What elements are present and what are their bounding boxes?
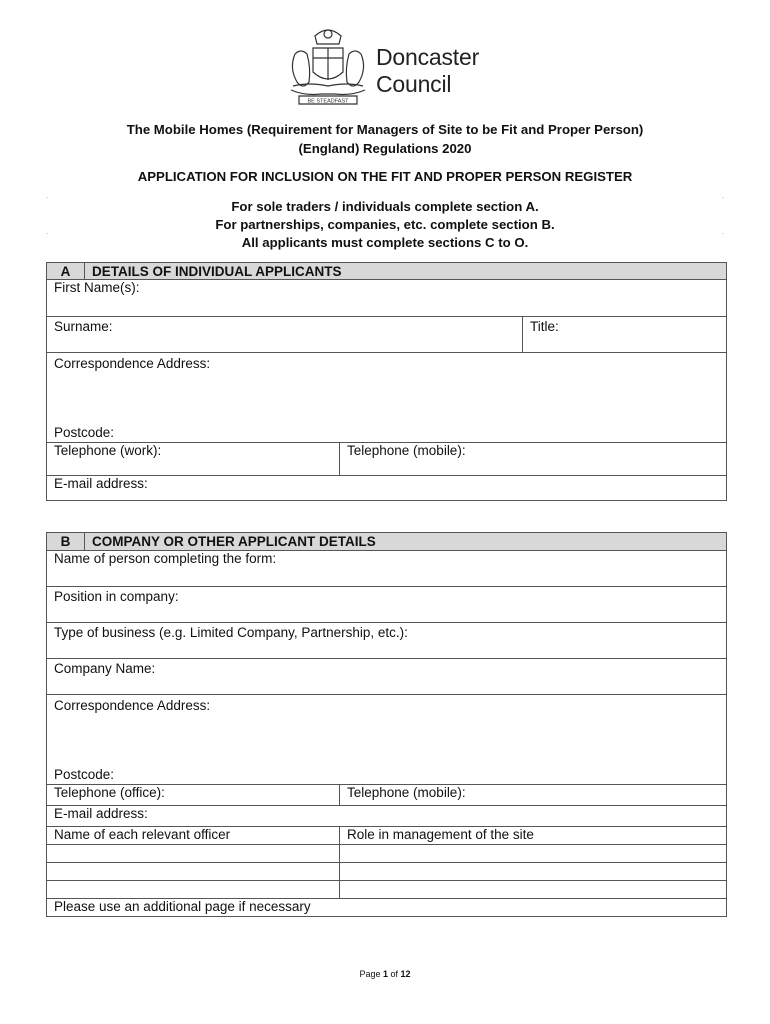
telephone-mobile-label: Telephone (mobile): <box>347 443 466 458</box>
company-email-field[interactable] <box>47 806 727 827</box>
margin-mark: . <box>46 191 49 200</box>
person-completing-label: Name of person completing the form: <box>54 551 277 566</box>
margin-mark: . <box>46 227 49 236</box>
officer-column-header: Name of each relevant officer <box>47 827 340 845</box>
email-label: E-mail address: <box>54 476 148 491</box>
officer-role-cell[interactable] <box>340 845 727 863</box>
postcode-label: Postcode: <box>54 425 115 440</box>
section-a-letter: A <box>47 263 85 280</box>
svg-text:BE STEADFAST: BE STEADFAST <box>307 98 349 105</box>
section-a-table <box>46 262 727 501</box>
officer-role-cell[interactable] <box>340 881 727 899</box>
section-a-heading: DETAILS OF INDIVIDUAL APPLICANTS <box>85 263 727 280</box>
first-names-field[interactable] <box>47 280 727 317</box>
officer-role-cell[interactable] <box>340 863 727 881</box>
surname-field[interactable] <box>47 317 523 353</box>
position-label: Position in company: <box>54 589 179 604</box>
company-address-label: Correspondence Address: <box>54 698 211 713</box>
council-name-line2: Council <box>376 71 452 97</box>
regulation-title-line2: (England) Regulations 2020 <box>298 141 472 156</box>
company-email-label: E-mail address: <box>54 806 148 821</box>
application-heading: APPLICATION FOR INCLUSION ON THE FIT AND PROPER PERSON REGISTER <box>137 169 633 184</box>
telephone-office-label: Telephone (office): <box>54 785 165 800</box>
telephone-work-label: Telephone (work): <box>54 443 162 458</box>
council-name-line1: Doncaster <box>376 44 480 70</box>
telephone-work-field[interactable] <box>47 443 340 476</box>
position-field[interactable] <box>47 587 727 623</box>
email-field[interactable] <box>47 476 727 501</box>
address-field[interactable] <box>47 353 727 443</box>
additional-page-note: Please use an additional page if necessary <box>47 899 727 917</box>
first-names-label: First Name(s): <box>54 280 140 295</box>
instruction-line2: For partnerships, companies, etc. complete section B. <box>215 217 555 232</box>
role-column-header: Role in management of the site <box>340 827 727 845</box>
business-type-label: Type of business (e.g. Limited Company, Partnership, etc.): <box>54 625 408 640</box>
officer-name-cell[interactable] <box>47 863 340 881</box>
company-postcode-label: Postcode: <box>54 767 115 782</box>
regulation-title-line1: The Mobile Homes (Requirement for Managers of Site to be Fit and Proper Person) <box>126 122 644 137</box>
business-type-field[interactable] <box>47 623 727 659</box>
title-field[interactable] <box>523 317 727 353</box>
instruction-line1: For sole traders / individuals complete section A. <box>231 199 539 214</box>
person-completing-field[interactable] <box>47 551 727 587</box>
margin-mark: . <box>722 191 725 200</box>
officer-name-cell[interactable] <box>47 845 340 863</box>
company-name-field[interactable] <box>47 659 727 695</box>
title-label: Title: <box>530 319 559 334</box>
section-b-letter: B <box>47 533 85 551</box>
officer-name-cell[interactable] <box>47 881 340 899</box>
address-label: Correspondence Address: <box>54 356 211 371</box>
company-name-label: Company Name: <box>54 661 156 676</box>
section-b-heading: COMPANY OR OTHER APPLICANT DETAILS <box>85 533 727 551</box>
margin-mark: . <box>722 227 725 236</box>
company-address-field[interactable] <box>47 695 727 785</box>
telephone-mobile-field[interactable] <box>340 443 727 476</box>
surname-label: Surname: <box>54 319 113 334</box>
instruction-line3: All applicants must complete sections C to O. <box>241 235 529 250</box>
section-b-table <box>46 532 727 917</box>
telephone-office-field[interactable] <box>47 785 340 806</box>
coat-of-arms-icon <box>285 24 371 108</box>
company-telephone-mobile-field[interactable] <box>340 785 727 806</box>
council-name <box>376 44 479 98</box>
page-number: Page 1 of 12 <box>359 969 411 979</box>
company-telephone-mobile-label: Telephone (mobile): <box>347 785 466 800</box>
